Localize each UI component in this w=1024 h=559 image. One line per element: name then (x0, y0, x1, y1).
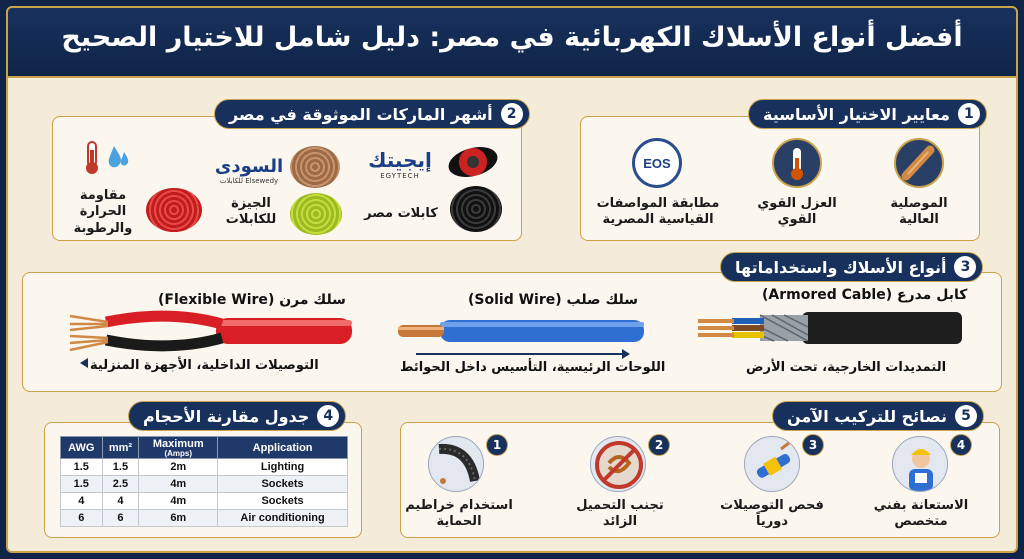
cell: Air conditioning (218, 510, 348, 527)
flexible-wire-use: التوصيلات الداخلية، الأجهزة المنزلية (90, 358, 319, 373)
section2-number: 2 (501, 103, 523, 125)
cell: 1.5 (61, 476, 103, 493)
cell: Sockets (218, 493, 348, 510)
section2-heading-text: أشهر الماركات الموثوقة في مصر (229, 104, 493, 124)
tip-label-inspect: فحص التوصيلات دورياً (720, 498, 824, 530)
section5-number: 5 (955, 405, 977, 427)
eos-certification-icon (632, 138, 682, 188)
armored-cable-title: كابل مدرع (Armored Cable) (762, 287, 968, 303)
elsewedy-logo (212, 156, 286, 185)
col-max-unit: (Amps) (164, 448, 193, 458)
cell: 1.5 (61, 459, 103, 476)
table-header-row (61, 437, 348, 459)
section2-heading (214, 99, 530, 129)
col-max-title: Maximum (152, 437, 204, 450)
col-mm2: mm² (102, 437, 139, 459)
solid-wire-arrow (416, 353, 626, 355)
cell: 2m (139, 459, 218, 476)
table-row (61, 459, 348, 476)
cell: 6 (61, 510, 103, 527)
cell: 4m (139, 476, 218, 493)
tip-number: 3 (802, 434, 824, 456)
section1-heading (748, 99, 987, 129)
brand-label-giza-cables: الجيزة للكابلات (225, 196, 277, 228)
tip-label-conduit: استخدام خراطيم الحماية (405, 498, 513, 530)
elsewedy-logo-text: السودى (214, 156, 284, 177)
page-title: أفضل أنواع الأسلاك الكهربائية في مصر: دليل شامل للاختيار الصحيح (61, 22, 963, 53)
cell: 4 (61, 493, 103, 510)
brand-label-heat-humidity: مقاومة الحرارة والرطوبة (73, 188, 133, 236)
eos-badge-text: EOS (643, 155, 671, 171)
green-wire-coil-icon (290, 193, 342, 235)
flexible-wire-icon (66, 308, 356, 354)
section5-heading (772, 401, 984, 431)
elsewedy-logo-sub: Elsewedy للكابلات (219, 177, 279, 185)
cell: Sockets (218, 476, 348, 493)
section3-heading-text: أنواع الأسلاك واستخداماتها (735, 257, 947, 277)
section4-heading (128, 401, 346, 431)
thermometer-icon (772, 138, 822, 188)
cell: 2.5 (102, 476, 139, 493)
brown-wire-coil-icon (290, 146, 340, 188)
conduit-icon (428, 436, 484, 492)
section3-heading (720, 252, 983, 282)
solid-wire-use: اللوحات الرئيسية، التأسيس داخل الحوائط (400, 360, 666, 375)
solid-wire-arrow-head (622, 349, 630, 359)
section5-heading-text: نصائح للتركيب الآمن (787, 406, 947, 426)
criteria-label-standards: مطابقة المواصفات القياسية المصرية (596, 196, 720, 228)
solid-wire-title: سلك صلب (Solid Wire) (468, 292, 638, 308)
section4-heading-text: جدول مقارنة الأحجام (143, 406, 310, 426)
table-row (61, 493, 348, 510)
section1-number: 1 (958, 103, 980, 125)
flexible-wire-arrow (80, 358, 88, 368)
red-wire-coil-icon (146, 188, 202, 232)
cell: Lighting (218, 459, 348, 476)
no-overload-icon (590, 436, 646, 492)
brand-label-cables-egypt: كابلات مصر (364, 206, 438, 221)
infographic-frame (6, 6, 1018, 553)
col-max (139, 437, 218, 459)
copper-wire-icon (894, 138, 944, 188)
egytech-logo-sub: EGYTECH (380, 172, 420, 180)
flexible-wire-title: سلك مرن (Flexible Wire) (158, 292, 346, 308)
table-row (61, 510, 348, 527)
egytech-logo-text: إيجيتك (368, 148, 432, 172)
tip-number: 1 (486, 434, 508, 456)
solid-wire-icon (392, 314, 648, 348)
col-awg: AWG (61, 437, 103, 459)
tip-number: 2 (648, 434, 670, 456)
tip-number: 4 (950, 434, 972, 456)
armored-cable-use: التمديدات الخارجية، تحت الأرض (746, 360, 947, 375)
criteria-label-conductivity: الموصلية العالية (890, 196, 948, 228)
criteria-label-insulation: العزل القوي القوي (757, 196, 837, 228)
tip-label-overload: تجنب التحميل الزائد (576, 498, 664, 530)
col-application: Application (218, 437, 348, 459)
section3-number: 3 (954, 256, 976, 278)
section4-number: 4 (317, 405, 339, 427)
electrician-icon (892, 436, 948, 492)
table-row (61, 476, 348, 493)
size-comparison-table (60, 436, 348, 527)
cell: 6m (139, 510, 218, 527)
tip-label-specialist: الاستعانة بفني متخصص (873, 498, 969, 530)
section1-heading-text: معايير الاختيار الأساسية (763, 104, 950, 124)
cell: 6 (102, 510, 139, 527)
cell: 4m (139, 493, 218, 510)
armored-cable-icon (692, 308, 968, 348)
egytech-logo (360, 148, 440, 180)
black-wire-coil-icon (450, 186, 502, 232)
cell: 1.5 (102, 459, 139, 476)
heat-humidity-icon (74, 138, 134, 178)
cell: 4 (102, 493, 139, 510)
connection-check-icon (744, 436, 800, 492)
title-bar (8, 8, 1016, 78)
